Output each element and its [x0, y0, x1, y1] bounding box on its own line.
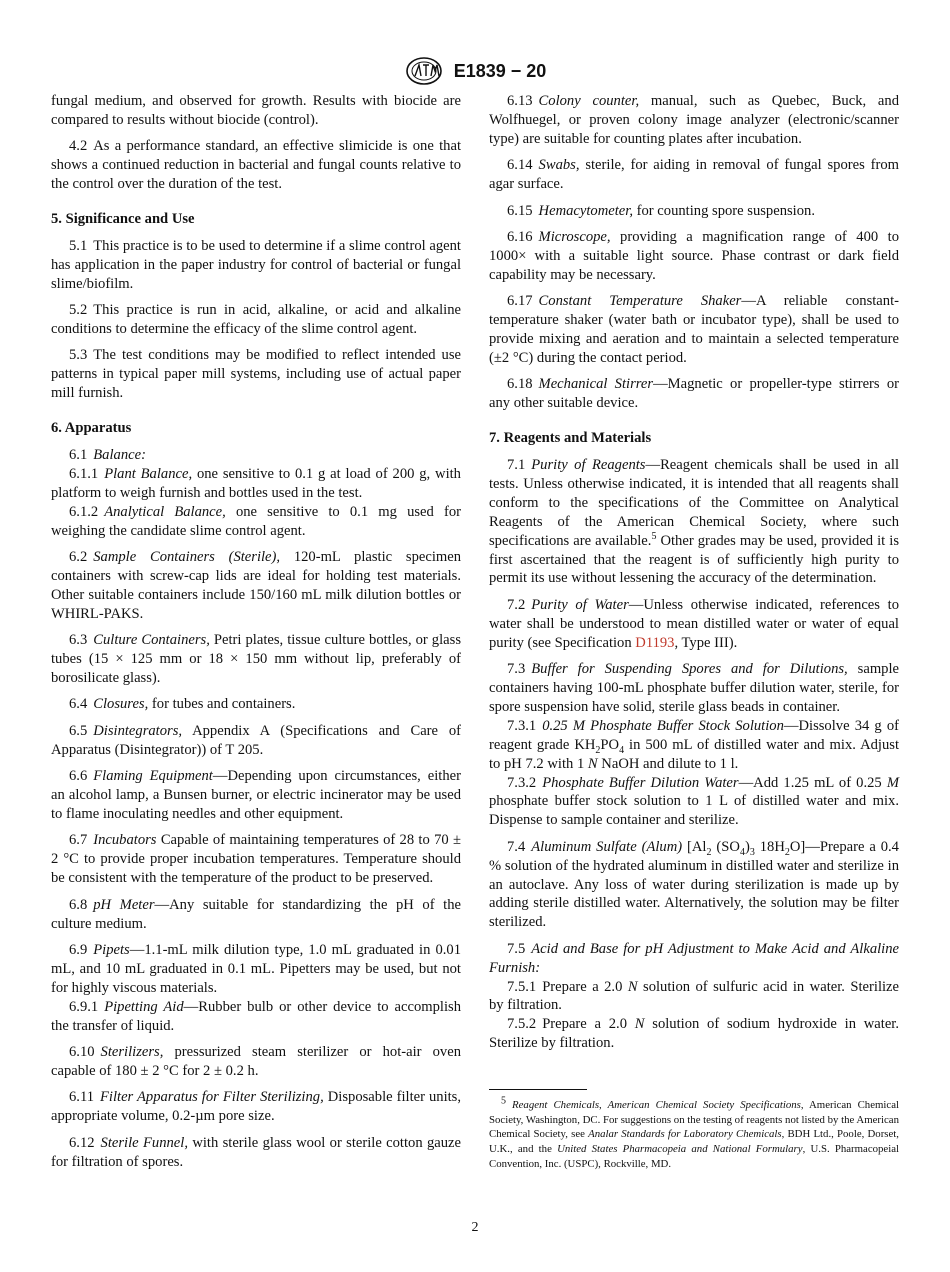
- footnote-ref[interactable]: 5: [651, 530, 657, 542]
- right-column: [489, 92, 899, 1171]
- section-6-1: 6.1 Balance:: [69, 447, 146, 464]
- section-6-12: 6.12 Sterile Funnel, with sterile glass wool or sterile cotton gauze for filtration of spores.: [51, 1134, 461, 1170]
- document-id: E1839 − 20: [453, 60, 547, 81]
- section-5-3: 5.3 The test conditions may be modified to reflect intended use patterns in typical paper mill systems, including use of actual paper mill furnish.: [51, 347, 461, 402]
- section-7-1: 7.1 Purity of Reagents—Reagent chemicals shall be used in all tests. Unless otherwise indicated, it is intended that all reagents shall conform to the specifications of the Committee on Analytical Reagents of the American Chemical Society, where such specifications are available.$^5$ Other grades may be used, provided it is first ascertained that the reagent is of sufficiently high purity to permit its use without lessening the accuracy of the determination.: [489, 457, 899, 587]
- section-7-2: 7.2 Purity of Water—Unless otherwise indicated, references to water shall be understood to mean distilled water or water of equal purity (see Specification D1193, Type III).: [489, 596, 899, 651]
- section-6-13: 6.13 Colony counter, manual, such as Quebec, Buck, and Wolfhuegel, or proven colony image analyzer (electronic/scanner type) are suitable for counting plates after incubation.: [489, 93, 899, 147]
- section-6-10: 6.10 Sterilizers, pressurized steam sterilizer or hot-air oven capable of 180 ± 2 °C for 2 ± 0.2 h.: [51, 1043, 461, 1079]
- section-6-4: 6.4 Closures, for tubes and containers.: [69, 696, 296, 713]
- footnote-5: $^5$ Reagent Chemicals, American Chemical Society Specifications, American Chemical Society, Washington, DC. For suggestions on the testing of reagents not listed by the American Chemical Society, see Analar Standards for Laboratory Chemicals, BDH Ltd., Poole, Dorset, U.K., and the United States Pharmacopeia and National Formulary, U.S. Pharmacopeial Convention, Inc. (USPC), Rockville, MD.: [489, 1095, 900, 1170]
- section-6-1-1: 6.1.1 Plant Balance, one sensitive to 0.1 g at load of 200 g, with platform to weigh furnish and bottles used in the test.: [51, 466, 461, 501]
- section-4-2: 4.2 As a performance standard, an effective slimicide is one that shows a continued reduction in bacterial and fungal counts relative to the control over the duration of the test.: [51, 138, 461, 193]
- section-6-1-2: 6.1.2 Analytical Balance, one sensitive to 0.1 mg used for weighing the candidate slime control agent.: [51, 503, 461, 539]
- section-7-5-1: 7.5.1 Prepare a 2.0 N solution of sulfuric acid in water. Sterilize by filtration.: [489, 978, 900, 1014]
- section-5-2: 5.2 This practice is run in acid, alkaline, or acid and alkaline conditions to determine the efficacy of the slime control agent.: [51, 302, 461, 338]
- section-6-17: 6.17 Constant Temperature Shaker—A reliable constant-temperature shaker (water bath or incubator type), shall be used to provide mixing and aeration and to maintain a selected temperature (±2 °C) during the contact period.: [489, 293, 899, 366]
- section-6-9-1: 6.9.1 Pipetting Aid—Rubber bulb or other device to accomplish the transfer of liquid.: [51, 998, 461, 1034]
- section-6-8: 6.8 pH Meter—Any suitable for standardizing the pH of the culture medium.: [51, 896, 461, 932]
- section-6-15: 6.15 Hemacytometer, for counting spore suspension.: [507, 202, 815, 219]
- section-5-1: 5.1 This practice is to be used to determine if a slime control agent has application in the paper industry for control of bacterial or fungal slime/biofilm.: [51, 237, 461, 292]
- heading-reagents-and-materials: 7. Reagents and Materials: [489, 430, 652, 447]
- section-6-11: 6.11 Filter Apparatus for Filter Sterilizing, Disposable filter units, appropriate volume, 0.2-µm pore size.: [51, 1089, 462, 1125]
- section-7-3-1: 7.3.1 0.25 M Phosphate Buffer Stock Solution—Dissolve 34 g of reagent grade $KH_2PO_4$ in 500 mL of distilled water and mix. Adjust to pH 7.2 with 1 N NaOH and dilute to 1 l.: [489, 717, 900, 772]
- left-column: [51, 92, 461, 1179]
- section-7-5: 7.5 Acid and Base for pH Adjustment to Make Acid and Alkaline Furnish:: [489, 940, 899, 976]
- section-6-5: 6.5 Disintegrators, Appendix A (Specifications and Care of Apparatus (Disintegrator)) of T 205.: [51, 722, 461, 758]
- page-number: 2: [471, 1220, 479, 1235]
- section-6-14: 6.14 Swabs, sterile, for aiding in removal of fungal spores from agar surface.: [489, 157, 899, 193]
- section-7-4: 7.4 Aluminum Sulfate (Alum) [$Al_2$ $(SO_4)_3$ $18H_2O]—Prepare$ a 0.4 % solution of the hydrated aluminum in distilled water and sterilize in an autoclave. Any loss of water during sterilization is made up by adding sterile distilled water. Alternatively, the solution may be filter sterilized.: [489, 838, 899, 931]
- section-7-3-2: 7.3.2 Phosphate Buffer Dilution Water—Add 1.25 mL of 0.25 M phosphate buffer stock solution to 1 L of distilled water and mix. Dispense to sample container and sterilize.: [489, 774, 899, 829]
- section-6-7: 6.7 Incubators Capable of maintaining temperatures of 28 to 70 ± 2 °C to provide proper incubation temperatures. Temperature should be consistent with the temperature of the product to be preserved.: [51, 832, 461, 887]
- spec-d1193-link[interactable]: D1193: [635, 634, 675, 651]
- page-header: [0, 56, 950, 86]
- section-7-5-2: 7.5.2 Prepare a 2.0 N solution of sodium hydroxide in water. Sterilize by filtration.: [489, 1016, 899, 1052]
- section-6-9: 6.9 Pipets—1.1-mL milk dilution type, 1.0 mL graduated in 0.01 mL, and 10 mL graduated in 0.1 mL. Pipetters may be used, but not for highly viscous materials.: [51, 941, 461, 996]
- section-6-6: 6.6 Flaming Equipment—Depending upon circumstances, either an alcohol lamp, a Bunsen burner, or electric incinerator may be used to flame inoculating needles and other equipment.: [51, 768, 461, 822]
- section-6-2: 6.2 Sample Containers (Sterile), 120-mL plastic specimen containers with screw-cap lids are ideal for holding test materials. Other suitable containers include 150/160 mL milk dilution bottles or WHIRL-PAKS.: [51, 549, 461, 622]
- heading-apparatus: 6. Apparatus: [51, 420, 132, 437]
- astm-logo-icon: [404, 56, 444, 86]
- heading-significance-and-use: 5. Significance and Use: [51, 211, 195, 228]
- section-6-3: 6.3 Culture Containers, Petri plates, tissue culture bottles, or glass tubes (15 × 125 mm or 18 × 150 mm without lip, preferably of borosilicate glass).: [51, 632, 461, 687]
- section-7-3: 7.3 Buffer for Suspending Spores and for Dilutions, sample containers having 100-mL phosphate buffer dilution water, sterile, for spore suspension have solid, sterile glass beads in container.: [489, 661, 899, 715]
- paragraph-continuation: fungal medium, and observed for growth. Results with biocide are compared to results without biocide (control).: [51, 93, 461, 128]
- footnote-divider: [489, 1089, 587, 1090]
- section-6-16: 6.16 Microscope, providing a magnification range of 400 to 1000× with a suitable light source. Phase contrast or dark field capability may be necessary.: [489, 228, 899, 283]
- section-6-18: 6.18 Mechanical Stirrer—Magnetic or propeller-type stirrers or any other suitable device.: [489, 376, 899, 412]
